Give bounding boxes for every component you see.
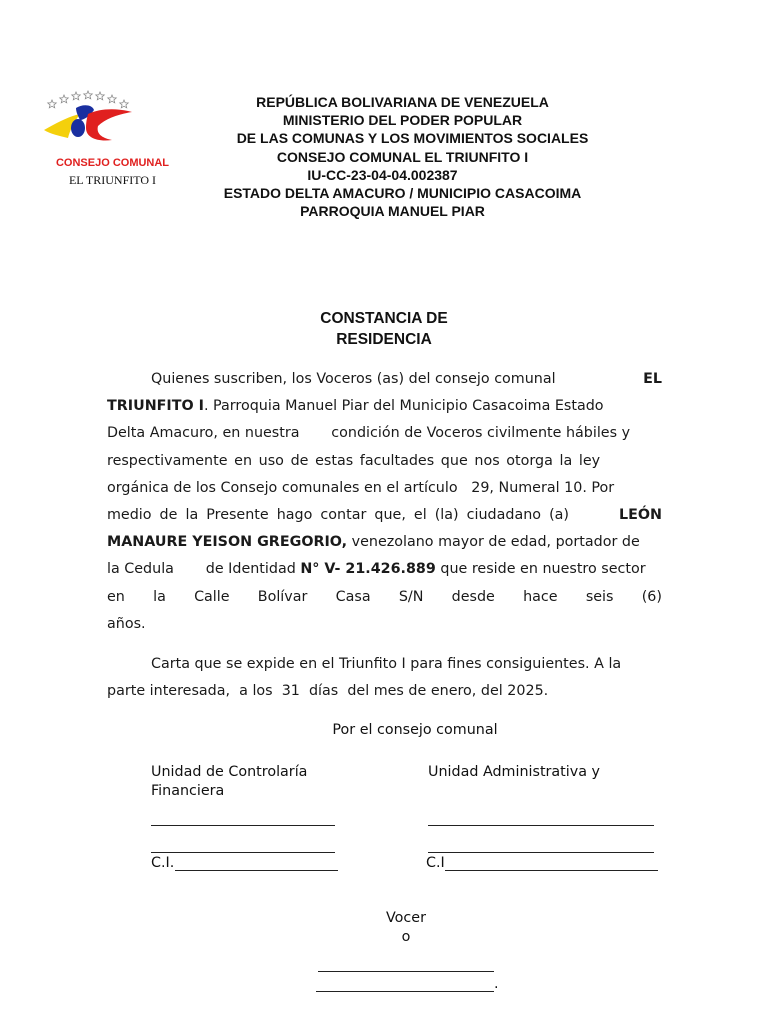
ci-left-label: C.I.	[151, 855, 175, 871]
trailing-dot: .	[494, 976, 499, 992]
council-name-bold: EL	[643, 371, 662, 387]
star-icon	[120, 100, 128, 108]
signature-line-right	[428, 825, 654, 826]
p2-line-1: Carta que se expide en el Triunfito I para fines consiguientes. A la	[151, 656, 622, 672]
left-unit-label	[151, 763, 307, 801]
star-icon	[84, 91, 92, 99]
document-header	[170, 93, 635, 220]
signature-line-left	[151, 825, 335, 826]
p1-line-9	[107, 584, 662, 611]
signature-intro: Por el consejo comunal	[332, 722, 498, 738]
consejo-comunal-logo	[40, 86, 140, 148]
paragraph-main	[107, 366, 662, 638]
p1-line-9-word: Bolívar	[257, 588, 308, 605]
right-unit-label: Unidad Administrativa y	[428, 764, 600, 780]
star-icon	[60, 95, 68, 103]
header-line-registry: IU-CC-23-04-04.002387	[307, 166, 458, 183]
ci-right	[426, 855, 445, 871]
citizen-name-bold: LEÓN	[619, 507, 662, 524]
signature-line-right-2	[428, 852, 654, 853]
p1-line-7: venezolano mayor de edad, portador de	[347, 534, 640, 551]
ci-right-label: C.I	[426, 855, 445, 871]
ci-right-line	[445, 870, 658, 871]
p1-line-9-word: Casa	[335, 588, 371, 605]
star-icon	[96, 92, 104, 100]
p1-line-1: Quienes suscriben, los Voceros (as) del consejo comunal	[151, 371, 556, 387]
paragraph-closing	[107, 651, 662, 705]
p1-line-9-word: S/N	[398, 588, 424, 605]
vocero-line-1: Vocer	[386, 910, 426, 926]
council-name-bold-cont: TRIUNFITO I	[107, 398, 204, 415]
star-icon	[108, 95, 116, 103]
ci-left	[151, 855, 174, 871]
ci-left-line	[175, 870, 338, 871]
title-line-1: CONSTANCIA DE	[320, 310, 448, 327]
p1-line-6: medio de la Presente hago contar que, el (la) ciudadano (a)	[107, 507, 569, 524]
citizen-name-bold-cont: MANAURE YEISON GREGORIO,	[107, 534, 348, 551]
p1-line-9-word: la	[153, 588, 166, 605]
vocero-signature-line	[318, 971, 494, 972]
p1-line-8c: que reside en nuestro sector	[435, 561, 646, 578]
star-icon	[48, 100, 56, 108]
red-swoosh	[86, 109, 132, 140]
header-line-ministry: MINISTERIO DEL PODER POPULAR	[282, 112, 523, 129]
p1-line-2: . Parroquia Manuel Piar del Municipio Casacoima Estado	[203, 398, 604, 415]
blue-body	[71, 119, 85, 137]
p2-line-2: parte interesada, a los 31 días del mes de enero, del 2025.	[107, 683, 549, 700]
p1-line-4: respectivamente en uso de estas facultades que nos otorga la ley	[107, 452, 601, 469]
p1-line-9-word: seis	[585, 588, 614, 605]
star-icon	[72, 92, 80, 100]
header-line-parish: PARROQUIA MANUEL PIAR	[300, 203, 485, 220]
vocero-line-2: o	[401, 929, 411, 945]
signature-line-left-2	[151, 852, 335, 853]
header-line-state: ESTADO DELTA AMACURO / MUNICIPIO CASACOIMA	[223, 185, 582, 202]
p1-line-9-word: Calle	[194, 588, 230, 605]
left-unit-line-2: Financiera	[151, 783, 225, 799]
p1-line-8a: la Cedula de Identidad	[107, 561, 301, 578]
title-line-2: RESIDENCIA	[336, 331, 432, 348]
header-line-republic: REPÚBLICA BOLIVARIANA DE VENEZUELA	[256, 94, 549, 110]
vocero-signature-line-2	[316, 991, 494, 992]
header-line-council: CONSEJO COMUNAL EL TRIUNFITO I	[276, 148, 529, 165]
p1-line-3: Delta Amacuro, en nuestra condición de Voceros civilmente hábiles y	[107, 425, 631, 442]
p1-line-5: orgánica de los Consejo comunales en el artículo 29, Numeral 10. Por	[107, 479, 615, 496]
p1-line-9-word: (6)	[641, 588, 662, 605]
document-title	[284, 308, 484, 350]
left-unit-line-1: Unidad de Controlaría	[151, 764, 308, 780]
p1-line-9-word: en	[107, 588, 125, 605]
p1-line-10: años.	[107, 615, 146, 632]
p1-line-9-word: desde	[451, 588, 495, 605]
p1-line-9-word: hace	[523, 588, 558, 605]
vocero-label	[370, 909, 442, 947]
id-number-bold: N° V- 21.426.889	[300, 561, 436, 578]
logo-org-label: CONSEJO COMUNAL	[55, 157, 170, 169]
header-line-ministry-cont: DE LAS COMUNAS Y LOS MOVIMIENTOS SOCIALES	[236, 130, 589, 147]
logo-name-label: EL TRIUNFITO I	[68, 173, 157, 187]
